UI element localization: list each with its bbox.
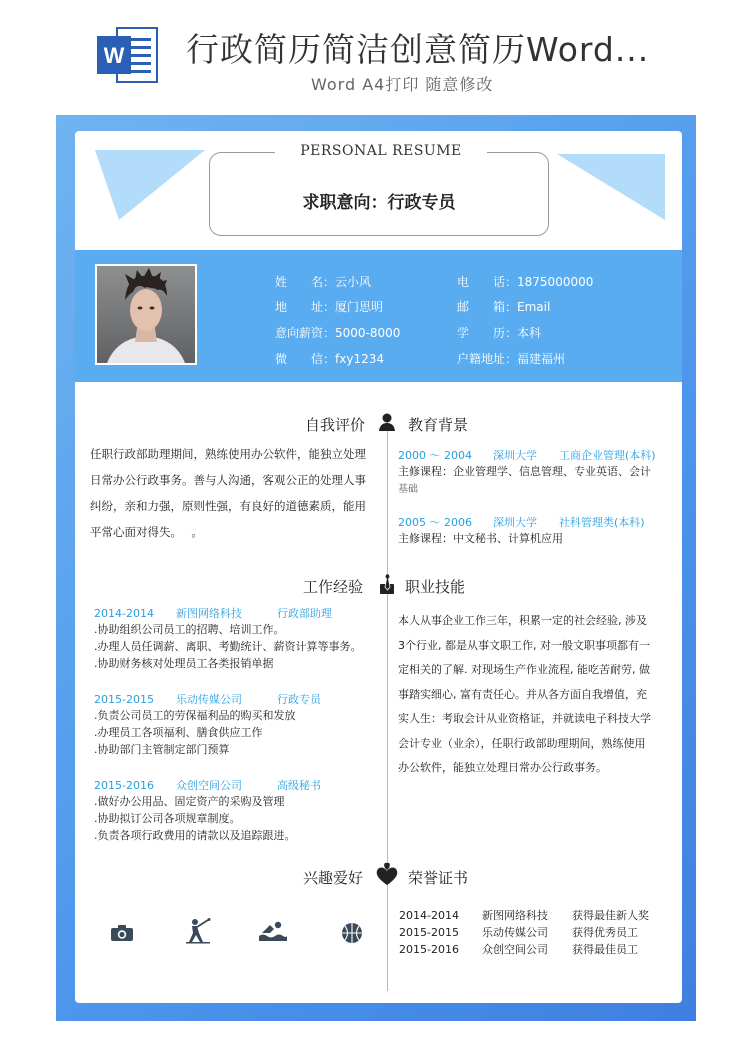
document-title: 行政简历简洁创意简历Word...: [186, 30, 650, 69]
top-banner: [0, 0, 750, 110]
job-objective: 求职意向：行政专员: [302, 193, 456, 213]
section-title-skills: 职业技能: [405, 578, 466, 596]
personal-info-band: [75, 250, 682, 382]
section-title-hobbies: 兴趣爱好: [303, 869, 364, 887]
person-icon: [377, 412, 397, 432]
info-phone: 电 话：1875000000: [457, 275, 594, 289]
education-item-1-courses: 主修课程：企业管理学、信息管理、专业英语、会计: [398, 465, 651, 478]
honor-item-2: 2015-2015 乐动传媒公司 获得优秀员工: [399, 926, 638, 939]
center-divider: [387, 421, 388, 991]
basketball-icon: [341, 922, 363, 944]
work-item-3-duties: .做好办公用品、固定资产的采购及管理 .协助拟订公司各项规章制度。 .负责各项行政费用的请款以及追踪跟进。: [94, 795, 296, 842]
personal-resume-heading: PERSONAL RESUME: [275, 143, 487, 163]
tie-icon: [377, 573, 397, 595]
section-title-honors: 荣誉证书: [408, 869, 469, 887]
work-item-2-duties: .负责公司员工的劳保福利品的购买和发放 .办理员工各项福利、膳食供应工作 .协助部门主管制定部门预算: [94, 709, 296, 756]
education-item-1-courses-cont: 基础: [398, 484, 418, 495]
avatar: [97, 266, 195, 363]
hearts-icon: [373, 861, 401, 887]
swimming-icon: [258, 919, 288, 943]
badminton-icon: [184, 918, 212, 944]
info-address: 地 址：厦门思明: [275, 300, 384, 314]
info-hometown: 户籍地址：福建福州: [457, 352, 566, 366]
svg-text:W: W: [103, 43, 125, 68]
work-item-1-duties: .协助组织公司员工的招聘、培训工作。 .办理人员任调薪、离职、考勤统计、薪资计算等事务。 .协助财务核对处理员工各类报销单据: [94, 623, 362, 670]
decor-triangle-left: [95, 150, 205, 220]
section-title-education: 教育背景: [408, 416, 469, 434]
work-item-3-header: 2015-2016 众创空间公司 高级秘书: [94, 779, 321, 792]
section-title-self-eval: 自我评价: [305, 416, 366, 434]
info-email: 邮 箱：Email: [457, 300, 551, 314]
education-item-1-header: 2000 ～ 2004 深圳大学 工商企业管理(本科): [398, 449, 656, 462]
decor-triangle-right: [557, 154, 665, 220]
education-item-2-header: 2005 ～ 2006 深圳大学 社科管理类(本科): [398, 516, 645, 529]
skills-text: 本人从事企业工作三年，积累一定的社会经验, 涉及 3个行业, 都是从事文职工作, 对一般文职事项都有一 定相关的了解. 对现场生产作业流程, 能吃苦耐劳, 做 事踏实细心, 富有责任心。并从各方面自我增值，充 实人生：考取会计从业资格证，并就读电子科技大学 会计专业（业余），任职行政部助理期间，熟练使用 办公软件，能独立处理日常办公行政事务。: [398, 614, 651, 774]
honor-item-1: 2014-2014 新图网络科技 获得最佳新人奖: [399, 909, 649, 922]
document-subtitle: Word A4打印 随意修改: [311, 75, 494, 94]
honor-item-3: 2015-2016 众创空间公司 获得最佳员工: [399, 943, 638, 956]
info-education-level: 学 历：本科: [457, 326, 542, 340]
section-title-work: 工作经验: [303, 578, 364, 596]
info-name: 姓 名：云小风: [275, 275, 372, 289]
info-wechat: 微 信：fxy1234: [275, 352, 384, 366]
info-salary: 意向薪资：5000-8000: [275, 326, 401, 340]
education-item-2-courses: 主修课程：中文秘书、计算机应用: [398, 532, 563, 545]
work-item-1-header: 2014-2014 新图网络科技 行政部助理: [94, 607, 332, 620]
work-item-2-header: 2015-2015 乐动传媒公司 行政专员: [94, 693, 321, 706]
camera-icon: [110, 924, 134, 942]
word-doc-icon: [95, 22, 161, 88]
resume-sheet: [75, 131, 682, 1003]
profile-photo: [95, 264, 197, 365]
self-eval-text: 任职行政部助理期间，熟练使用办公软件，能独立处理 日常办公行政事务。善与人沟通，客观公正的处理人事 纠纷，亲和力强，原则性强，有良好的道德素质，能用 平常心面对得失。 。: [90, 447, 366, 539]
